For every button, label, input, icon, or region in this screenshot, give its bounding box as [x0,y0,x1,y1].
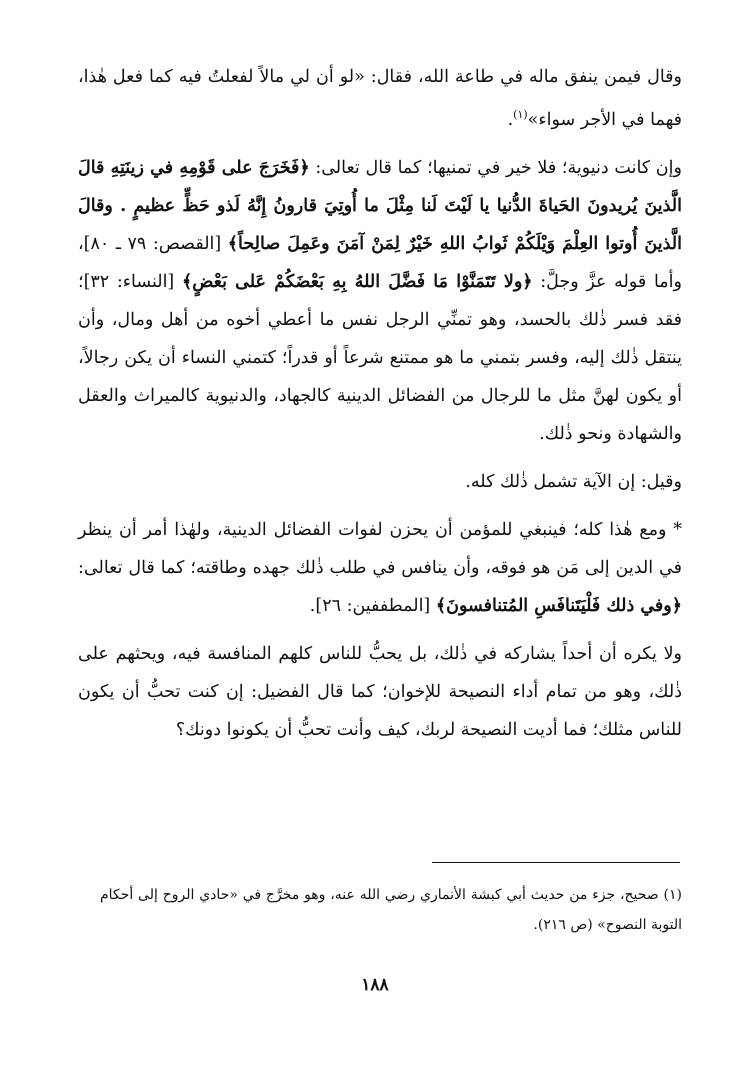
page-body [78,58,682,749]
footnote-marker: (١) [513,108,528,121]
quran-verse-mutaffifin: ﴿وفي ذلك فَلْيَتَنافَسِ المُتنافسونَ﴾ [435,595,682,616]
footnote-divider [432,862,680,863]
paragraph-3-text: وقيل: إن الآية تشمل ذٰلك كله. [465,471,682,492]
footnote: (١) صحيح، جزء من حديث أبي كبشة الأنماري رضي الله عنه، وهو مخرَّج في «حادي الروح إلى أحكام التوبة النصوح» (ص ٢١٦). [100,887,682,933]
quran-verse-qasas: ﴿فَخَرَجَ على قَوْمِهِ في زينَتِهِ قالَ الَّذينَ يُريدونَ الحَياةَ الدُّنيا يا لَيْتَ لَنا مِثْلَ ما أُوتِيَ قارونُ إِنَّهُ لَذو حَظٍّ عظيمٍ . وقالَ الَّذينَ أُوتوا العِلْمَ وَيْلَكُمْ ثَوابُ اللهِ خَيْرٌ لِمَنْ آمَنَ وعَمِلَ صالِحاً﴾ [78,157,682,254]
paragraph-1: وقال فيمن ينفق ماله في طاعة الله، فقال: «لو أن لي مالاً لفعلتُ فيه كما فعل هٰذا، فهما في الأجر سواء»$^{(١)}$. [78,67,682,130]
paragraph-2-intro: وإن كانت دنيوية؛ فلا خير في تمنيها؛ كما قال تعالى: [315,157,682,178]
paragraph-1-text: وقال فيمن ينفق ماله في طاعة الله، فقال: «لو أن لي مالاً لفعلتُ فيه كما فعل هٰذا، فهما في الأجر سواء» [78,67,682,130]
paragraph-2-mid: وأما قوله عزَّ وجلَّ: [540,271,682,292]
quran-verse-nisa: ﴿ولا تَتَمَنَّوْا مَا فَضَّلَ اللهُ بِهِ بَعْضَكُمْ عَلى بَعْضٍ﴾ [181,271,533,292]
verse-reference-nisa: [النساء: ٣٢]؛ [78,271,175,292]
verse-reference-qasas: [القصص: ٧٩ ـ ٨٠]، [78,233,222,254]
paragraph-5 [78,635,682,749]
paragraph-3 [78,463,682,501]
paragraph-4-intro: * ومع هٰذا كله؛ فينبغي للمؤمن أن يحزن لفوات الفضائل الدينية، ولهٰذا أمر أن ينظر في الدين إلى مَن هو فوقه، وأن ينافس في طلب ذٰلك جهده وطاقته؛ كما قال تعالى: [78,519,682,578]
paragraph-5-text: ولا يكره أن أحداً يشاركه في ذٰلك، بل يحبُّ للناس كلهم المنافسة فيه، ويحثهم على ذٰلك، وهو من تمام أداء النصيحة للإخوان؛ كما قال الفضيل: إن كنت تحبُّ أن يكون للناس مثلك؛ فما أديت النصيحة لربك، كيف وأنت تحبُّ أن يكونوا دونك؟ [78,643,682,740]
paragraph-4 [78,511,682,625]
paragraph-2 [78,149,682,453]
page-number: ١٨٨ [361,975,389,995]
verse-reference-mutaffifin: [المطففين: ٢٦]. [309,595,431,616]
paragraph-2-rest: فقد فسر ذٰلك بالحسد، وهو تمنِّي الرجل نفس ما أعطي أخوه من أهل ومال، وأن ينتقل ذٰلك إليه، وفسر بتمني ما هو ممتنع شرعاً أو قدراً؛ كتمني النساء أن يكن رجالاً، أو يكون لهنَّ مثل ما للرجال من الفضائل الدينية كالجهاد، والدنيوية كالميراث والعقل والشهادة ونحو ذٰلك. [78,309,682,444]
